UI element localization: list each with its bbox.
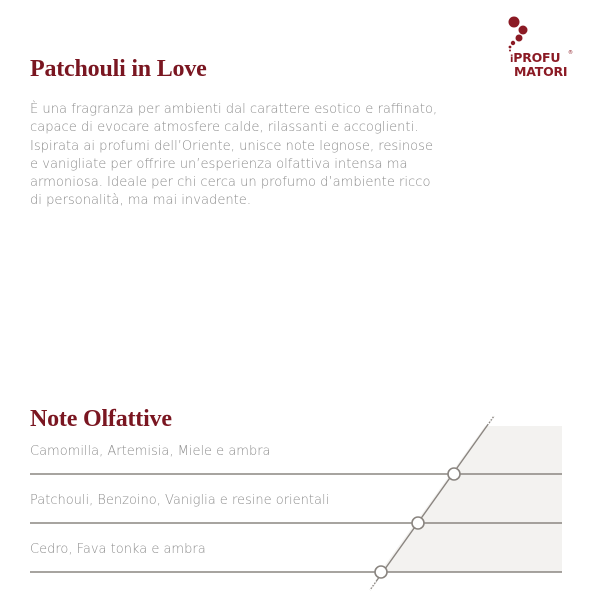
product-description: È una fragranza per ambienti dal carattere esotico e raffinato, capace di evocare atmosfere calde, rilassanti e accoglienti. Ispirata ai profumi dell’Oriente, unisce note legnose, resinose e vanigliate per offrire un’esperienza olfattiva intensa ma armoniosa. Ideale per chi cerca un profumo d’ambiente ricco di personalità, ma mai invadente.: [30, 102, 438, 209]
note-marker-heart: [412, 517, 424, 529]
note-heart: Patchouli, Benzoino, Vaniglia e resine orientali: [30, 493, 330, 508]
registered-mark: ®: [568, 50, 573, 56]
logo-wordmark: iPROFU MATORI: [510, 50, 568, 79]
notes-title: Note Olfattive: [30, 406, 172, 432]
note-base: Cedro, Fava tonka e ambra: [30, 542, 206, 557]
product-title: Patchouli in Love: [30, 56, 207, 82]
note-marker-base: [375, 566, 387, 578]
note-top: Camomilla, Artemisia, Miele e ambra: [30, 444, 271, 459]
note-marker-top: [448, 468, 460, 480]
